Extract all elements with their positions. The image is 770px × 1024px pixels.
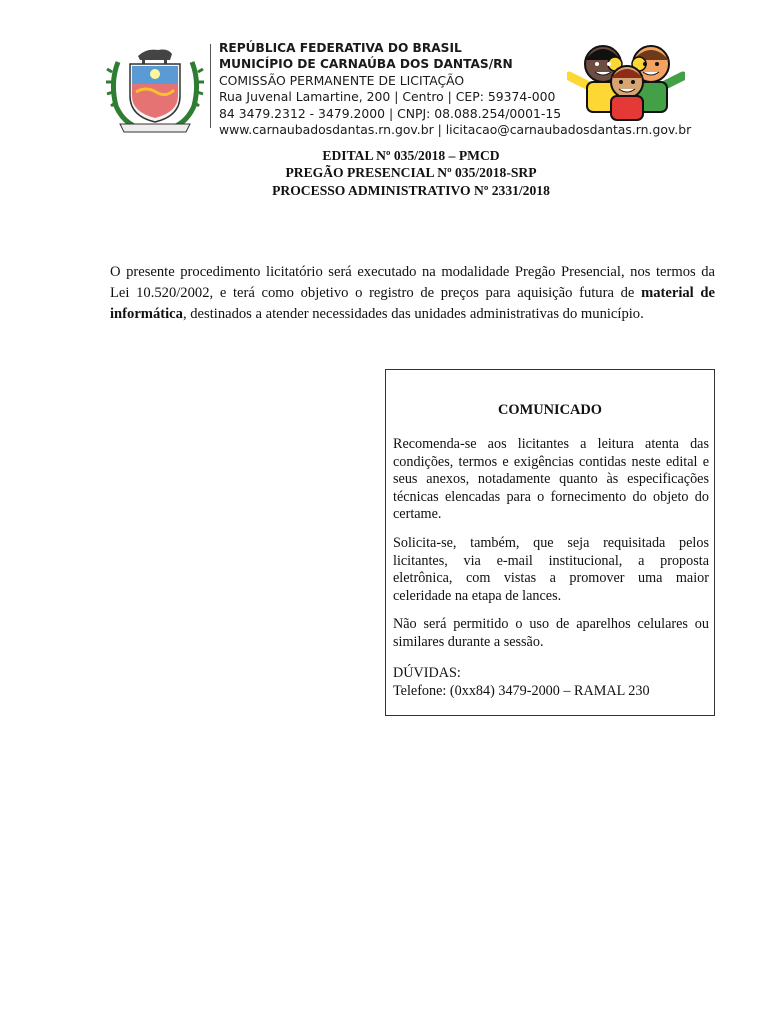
notice-paragraph-email: Solicita-se, também, que seja requisitada pelos licitantes, via e-mail institucional, a proposta eletrônica, com vistas a promover uma maior celeridade na etapa de lances. — [393, 535, 709, 604]
municipal-coat-of-arms-icon — [106, 42, 204, 134]
notice-paragraph-phones: Não será permitido o uso de aparelhos celulares ou similares durante a sessão. — [393, 616, 709, 650]
notice-paragraph-reading: Recomenda-se aos licitantes a leitura atenta das condições, termos e exigências contidas neste edital e seus anexos, notadamente quanto às especificações técnicas elencadas para o fornecimento do objeto do certame. — [393, 436, 709, 523]
header-address: Rua Juvenal Lamartine, 200 | Centro | CEP: 59374-000 — [219, 89, 556, 105]
intro-paragraph — [110, 262, 715, 326]
header-commission: COMISSÃO PERMANENTE DE LICITAÇÃO — [219, 72, 465, 88]
document-titles — [0, 147, 770, 199]
doubts-label: DÚVIDAS: — [393, 665, 461, 681]
pregao-title: PREGÃO PRESENCIAL Nº 035/2018-SRP — [285, 165, 537, 181]
notice-title: COMUNICADO — [498, 402, 602, 418]
notice-doubts — [393, 665, 709, 700]
notice-box — [385, 369, 715, 716]
header-country: REPÚBLICA FEDERATIVA DO BRASIL — [219, 41, 462, 55]
children-logo-icon — [567, 42, 685, 122]
header-municipality: MUNICÍPIO DE CARNAÚBA DOS DANTAS/RN — [219, 57, 513, 72]
intro-text-after: , destinados a atender necessidades das unidades administrativas do município. — [182, 306, 644, 323]
header-divider — [210, 44, 211, 128]
doubts-phone: Telefone: (0xx84) 3479-2000 – RAMAL 230 — [393, 682, 650, 699]
intro-bold-object: material de informática — [110, 285, 716, 323]
header-website-email: www.carnaubadosdantas.rn.gov.br | licitacao@carnaubadosdantas.rn.gov.br — [219, 122, 692, 138]
edital-title: EDITAL Nº 035/2018 – PMCD — [322, 148, 500, 163]
header-phone-cnpj: 84 3479.2312 - 3479.2000 | CNPJ: 08.088.254/0001-15 — [219, 105, 562, 121]
letterhead — [0, 0, 770, 140]
intro-text-before: O presente procedimento licitatório será executado na modalidade Pregão Presencial, nos termos da Lei 10.520/2002, e terá como objetivo o registro de preços para aquisição futura de — [110, 264, 715, 302]
processo-title: PROCESSO ADMINISTRATIVO Nº 2331/2018 — [272, 182, 550, 198]
